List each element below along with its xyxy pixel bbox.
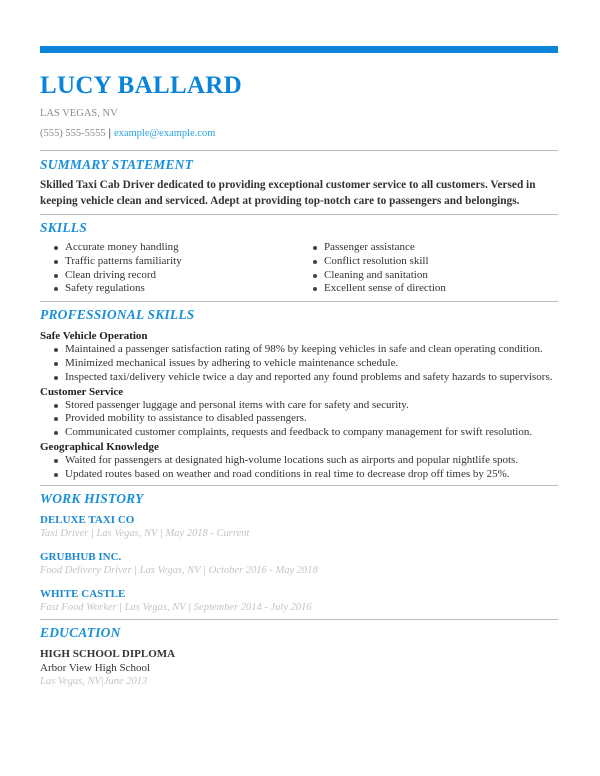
job-location: Las Vegas, NV	[124, 601, 186, 613]
candidate-location: LAS VEGAS, NV	[40, 108, 118, 119]
skill-group-heading: Customer Service	[40, 385, 124, 398]
skill-item: Cleaning and sanitation	[313, 269, 558, 283]
job-role: Food Delivery Driver	[40, 564, 132, 576]
skill-item: Traffic patterns familiarity	[54, 255, 299, 269]
meta-separator: |	[203, 564, 206, 576]
skills-column-left	[40, 241, 299, 296]
summary-text: Skilled Taxi Cab Driver dedicated to providing exceptional customer service to all customers. Versed in keeping vehicle clean and serviced. Adept at providing top-notch care to passengers and belongings.	[40, 179, 536, 207]
skill-group-heading: Geographical Knowledge	[40, 440, 159, 453]
bullet-item: Stored passenger luggage and personal items with care for safety and security.	[54, 399, 558, 413]
bullet-item: Waited for passengers at designated high-volume locations such as airports and popular nightlife spots.	[54, 454, 558, 468]
skill-group-bullets	[40, 343, 558, 384]
bullet-item: Communicated customer complaints, requests and feedback to company management for swift resolution.	[54, 426, 558, 440]
job-meta	[40, 601, 558, 615]
bullet-item: Updated routes based on weather and road conditions in real time to decrease drop off times by 25%.	[54, 468, 558, 482]
meta-separator: |	[100, 675, 104, 687]
meta-separator: |	[188, 601, 191, 613]
divider	[40, 301, 558, 302]
meta-separator: |	[91, 527, 94, 539]
job-role: Taxi Driver	[40, 527, 89, 539]
job-dates: September 2014 - July 2016	[193, 601, 312, 613]
skill-group-bullets	[40, 454, 558, 482]
meta-separator: |	[134, 564, 137, 576]
job-dates: May 2018 - Current	[165, 527, 250, 539]
education-meta	[40, 675, 558, 689]
skill-item: Accurate money handling	[54, 241, 299, 255]
skill-item: Excellent sense of direction	[313, 282, 558, 296]
skill-item: Clean driving record	[54, 269, 299, 283]
section-title-professional-skills: PROFESSIONAL SKILLS	[40, 307, 195, 323]
job-company: WHITE CASTLE	[40, 587, 126, 600]
section-title-education: EDUCATION	[40, 624, 121, 640]
section-title-work-history: WORK HISTORY	[40, 490, 144, 506]
divider	[40, 214, 558, 215]
job-location: Las Vegas, NV	[96, 527, 158, 539]
phone: (555) 555-5555	[40, 128, 106, 139]
contact-line	[40, 127, 558, 141]
job-meta	[40, 527, 558, 541]
skills-column-right	[299, 241, 558, 296]
bullet-item: Provided mobility to assistance to disabled passengers.	[54, 412, 558, 426]
education-entry	[40, 647, 558, 689]
email-link[interactable]: example@example.com	[113, 128, 216, 139]
accent-top-bar	[40, 46, 558, 53]
education-school: Arbor View High School	[40, 661, 151, 674]
job-entry	[40, 513, 558, 541]
job-company: DELUXE TAXI CO	[40, 513, 135, 526]
job-company: GRUBHUB INC.	[40, 550, 122, 563]
skill-item: Passenger assistance	[313, 241, 558, 255]
meta-separator: |	[119, 601, 122, 613]
skills-grid	[40, 241, 558, 296]
contact-separator: |	[108, 128, 111, 139]
education-date: June 2013	[103, 675, 148, 687]
meta-separator: |	[160, 527, 163, 539]
skill-group-bullets	[40, 399, 558, 440]
bullet-item: Inspected taxi/delivery vehicle twice a day and reported any found problems and safety hazards to supervisors.	[54, 371, 558, 385]
skill-group-heading: Safe Vehicle Operation	[40, 330, 148, 343]
education-degree: HIGH SCHOOL DIPLOMA	[40, 647, 176, 660]
bullet-item: Maintained a passenger satisfaction rating of 98% by keeping vehicles in safe and clean operating condition.	[54, 343, 558, 357]
skill-item: Safety regulations	[54, 282, 299, 296]
section-title-summary: SUMMARY STATEMENT	[40, 157, 194, 172]
divider	[40, 150, 558, 151]
divider	[40, 619, 558, 620]
candidate-name: LUCY BALLARD	[40, 72, 243, 99]
job-entry	[40, 550, 558, 578]
education-location: Las Vegas, NV	[40, 675, 101, 687]
divider	[40, 485, 558, 486]
job-location: Las Vegas, NV	[139, 564, 201, 576]
bullet-item: Minimized mechanical issues by adhering to vehicle maintenance schedule.	[54, 357, 558, 371]
section-title-skills: SKILLS	[40, 220, 87, 235]
skill-item: Conflict resolution skill	[313, 255, 558, 269]
job-meta	[40, 564, 558, 578]
job-entry	[40, 587, 558, 615]
job-role: Fast Food Worker	[40, 601, 117, 613]
job-dates: October 2016 - May 2018	[208, 564, 318, 576]
resume-page	[40, 46, 558, 689]
